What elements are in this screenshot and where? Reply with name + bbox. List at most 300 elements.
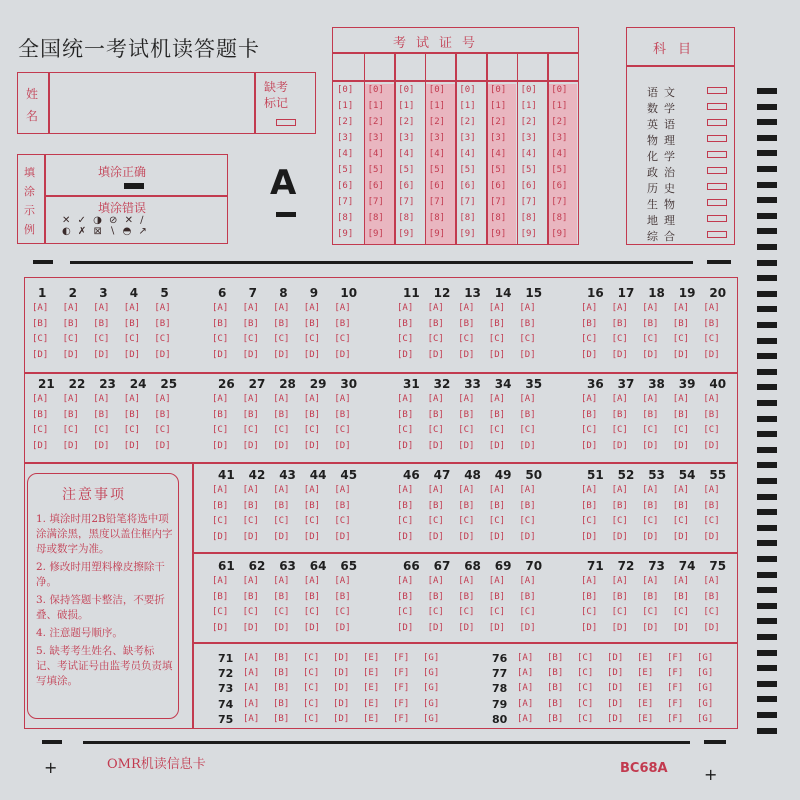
exam-digit-bubble[interactable]: [0] (367, 85, 384, 95)
answer-bubble[interactable]: [D] (611, 349, 628, 360)
answer-bubble[interactable]: [B] (303, 591, 321, 602)
answer-bubble[interactable]: [B] (427, 318, 444, 329)
exam-digit-bubble[interactable]: [9] (337, 229, 354, 239)
answer-bubble[interactable]: [D] (273, 440, 290, 451)
answer-bubble[interactable]: [G] (697, 683, 714, 694)
exam-digit-bubble[interactable]: [3] (398, 133, 415, 143)
exam-digit-bubble[interactable]: [0] (551, 85, 568, 95)
answer-bubble[interactable]: [A] (303, 485, 321, 495)
answer-bubble[interactable]: [C] (397, 425, 414, 435)
answer-bubble[interactable]: [D] (32, 349, 49, 360)
answer-bubble[interactable]: [D] (334, 531, 351, 542)
answer-bubble[interactable]: [C] (242, 607, 259, 617)
answer-bubble[interactable]: [A] (242, 303, 259, 313)
exam-digit-bubble[interactable]: [7] (337, 197, 354, 207)
answer-bubble[interactable]: [B] (212, 591, 229, 602)
answer-bubble[interactable]: [A] (517, 698, 534, 709)
answer-bubble[interactable]: [C] (303, 668, 320, 679)
answer-bubble[interactable]: [B] (458, 409, 475, 420)
answer-bubble[interactable]: [C] (334, 607, 351, 617)
answer-bubble[interactable]: [B] (397, 318, 414, 329)
answer-bubble[interactable]: [C] (458, 607, 475, 617)
answer-bubble[interactable]: [B] (581, 409, 598, 420)
subject-bubble[interactable] (707, 167, 727, 174)
answer-bubble[interactable]: [D] (334, 622, 351, 633)
answer-bubble[interactable]: [A] (242, 576, 259, 586)
answer-bubble[interactable]: [A] (672, 303, 690, 313)
answer-bubble[interactable]: [C] (427, 607, 444, 617)
answer-bubble[interactable]: [C] (273, 516, 290, 526)
exam-digit-bubble[interactable]: [2] (337, 117, 354, 127)
answer-bubble[interactable]: [A] (427, 576, 444, 586)
answer-bubble[interactable]: [B] (642, 318, 659, 329)
answer-bubble[interactable]: [A] (672, 394, 690, 404)
answer-bubble[interactable]: [B] (547, 683, 564, 694)
answer-bubble[interactable]: [B] (334, 318, 351, 329)
answer-bubble[interactable]: [A] (397, 576, 414, 586)
answer-bubble[interactable]: [D] (607, 683, 624, 694)
exam-digit-bubble[interactable]: [3] (551, 133, 568, 143)
answer-bubble[interactable]: [D] (242, 349, 259, 360)
answer-bubble[interactable]: [B] (547, 698, 564, 709)
answer-bubble[interactable]: [C] (581, 607, 598, 617)
exam-digit-bubble[interactable]: [2] (428, 117, 446, 127)
answer-bubble[interactable]: [A] (672, 576, 690, 586)
answer-bubble[interactable]: [D] (611, 622, 628, 633)
answer-bubble[interactable]: [A] (397, 394, 414, 404)
exam-digit-bubble[interactable]: [4] (520, 149, 537, 159)
answer-bubble[interactable]: [D] (458, 349, 475, 360)
answer-bubble[interactable]: [B] (672, 409, 690, 420)
exam-digit-bubble[interactable]: [2] (367, 117, 384, 127)
answer-bubble[interactable]: [G] (423, 668, 440, 679)
answer-bubble[interactable]: [D] (672, 622, 690, 633)
exam-digit-bubble[interactable]: [3] (520, 133, 537, 143)
answer-bubble[interactable]: [B] (458, 591, 475, 602)
answer-bubble[interactable]: [A] (517, 683, 534, 694)
answer-bubble[interactable]: [C] (212, 334, 229, 344)
answer-bubble[interactable]: [A] (703, 303, 720, 313)
answer-bubble[interactable]: [D] (303, 622, 321, 633)
exam-digit-bubble[interactable]: [3] (337, 133, 354, 143)
answer-bubble[interactable]: [C] (611, 516, 628, 526)
answer-bubble[interactable]: [C] (642, 425, 659, 435)
answer-bubble[interactable]: [B] (397, 500, 414, 511)
answer-bubble[interactable]: [F] (667, 683, 684, 694)
answer-bubble[interactable]: [C] (123, 425, 141, 435)
answer-bubble[interactable]: [B] (273, 318, 290, 329)
answer-bubble[interactable]: [A] (273, 485, 290, 495)
answer-bubble[interactable]: [B] (458, 318, 475, 329)
exam-digit-bubble[interactable]: [1] (459, 101, 476, 111)
answer-bubble[interactable]: [B] (547, 653, 564, 663)
answer-bubble[interactable]: [A] (334, 303, 351, 313)
answer-bubble[interactable]: [D] (519, 440, 536, 451)
exam-digit-bubble[interactable]: [0] (337, 85, 354, 95)
answer-bubble[interactable]: [D] (397, 349, 414, 360)
answer-bubble[interactable]: [D] (123, 440, 141, 451)
exam-digit-bubble[interactable]: [9] (490, 229, 507, 239)
answer-bubble[interactable]: [D] (581, 349, 598, 360)
answer-bubble[interactable]: [C] (703, 607, 720, 617)
answer-bubble[interactable]: [B] (458, 500, 475, 511)
answer-bubble[interactable]: [C] (93, 425, 110, 435)
answer-bubble[interactable]: [A] (488, 394, 506, 404)
answer-bubble[interactable]: [F] (667, 668, 684, 679)
exam-digit-bubble[interactable]: [0] (428, 85, 446, 95)
answer-bubble[interactable]: [A] (517, 668, 534, 679)
answer-bubble[interactable]: [B] (93, 409, 110, 420)
answer-bubble[interactable]: [A] (273, 394, 290, 404)
exam-digit-bubble[interactable]: [1] (428, 101, 446, 111)
exam-digit-bubble[interactable]: [0] (459, 85, 476, 95)
answer-bubble[interactable]: [C] (611, 334, 628, 344)
exam-digit-bubble[interactable]: [6] (459, 181, 476, 191)
exam-digit-bubble[interactable]: [7] (367, 197, 384, 207)
answer-bubble[interactable]: [B] (123, 318, 141, 329)
answer-bubble[interactable]: [B] (212, 500, 229, 511)
answer-bubble[interactable]: [C] (611, 607, 628, 617)
answer-bubble[interactable]: [E] (637, 653, 654, 663)
answer-bubble[interactable]: [B] (62, 409, 79, 420)
exam-digit-bubble[interactable]: [7] (398, 197, 415, 207)
answer-bubble[interactable]: [C] (273, 425, 290, 435)
answer-bubble[interactable]: [D] (703, 622, 720, 633)
answer-bubble[interactable]: [C] (577, 713, 594, 724)
answer-bubble[interactable]: [A] (611, 576, 628, 586)
name-field[interactable] (50, 73, 254, 133)
exam-digit-bubble[interactable]: [8] (520, 213, 537, 223)
exam-digit-bubble[interactable]: [8] (367, 213, 384, 223)
answer-bubble[interactable]: [D] (581, 440, 598, 451)
exam-digit-bubble[interactable]: [3] (459, 133, 476, 143)
exam-digit-bubble[interactable]: [8] (398, 213, 415, 223)
exam-digit-bubble[interactable]: [6] (398, 181, 415, 191)
answer-bubble[interactable]: [C] (488, 607, 506, 617)
answer-bubble[interactable]: [D] (93, 349, 110, 360)
exam-digit-bubble[interactable]: [9] (520, 229, 537, 239)
exam-digit-bubble[interactable]: [8] (428, 213, 446, 223)
answer-bubble[interactable]: [F] (393, 698, 410, 709)
exam-digit-bubble[interactable]: [2] (551, 117, 568, 127)
answer-bubble[interactable]: [A] (93, 303, 110, 313)
answer-bubble[interactable]: [B] (303, 318, 321, 329)
exam-digit-bubble[interactable]: [3] (490, 133, 507, 143)
answer-bubble[interactable]: [C] (303, 607, 321, 617)
answer-bubble[interactable]: [B] (581, 500, 598, 511)
answer-bubble[interactable]: [E] (363, 713, 380, 724)
answer-bubble[interactable]: [C] (458, 334, 475, 344)
answer-bubble[interactable]: [A] (611, 394, 628, 404)
answer-bubble[interactable]: [G] (423, 653, 440, 663)
answer-bubble[interactable]: [C] (703, 516, 720, 526)
answer-bubble[interactable]: [D] (93, 440, 110, 451)
answer-bubble[interactable]: [A] (488, 303, 506, 313)
answer-bubble[interactable]: [C] (303, 653, 320, 663)
answer-bubble[interactable]: [B] (581, 591, 598, 602)
answer-bubble[interactable]: [B] (154, 409, 171, 420)
answer-bubble[interactable]: [D] (703, 531, 720, 542)
subject-bubble[interactable] (707, 87, 727, 94)
answer-bubble[interactable]: [C] (519, 425, 536, 435)
answer-bubble[interactable]: [C] (642, 607, 659, 617)
answer-bubble[interactable]: [A] (427, 303, 444, 313)
answer-bubble[interactable]: [B] (427, 409, 444, 420)
exam-digit-bubble[interactable]: [8] (551, 213, 568, 223)
answer-bubble[interactable]: [B] (581, 318, 598, 329)
answer-bubble[interactable]: [B] (488, 409, 506, 420)
answer-bubble[interactable]: [A] (303, 576, 321, 586)
answer-bubble[interactable]: [B] (703, 591, 720, 602)
subject-bubble[interactable] (707, 103, 727, 110)
answer-bubble[interactable]: [B] (273, 713, 290, 724)
exam-digit-bubble[interactable]: [4] (551, 149, 568, 159)
answer-bubble[interactable]: [D] (212, 440, 229, 451)
answer-bubble[interactable]: [D] (273, 349, 290, 360)
answer-bubble[interactable]: [D] (242, 440, 259, 451)
answer-bubble[interactable]: [B] (334, 591, 351, 602)
exam-digit-bubble[interactable]: [0] (520, 85, 537, 95)
answer-bubble[interactable]: [B] (488, 591, 506, 602)
answer-bubble[interactable]: [C] (672, 607, 690, 617)
answer-bubble[interactable]: [D] (123, 349, 141, 360)
answer-bubble[interactable]: [A] (703, 394, 720, 404)
answer-bubble[interactable]: [B] (32, 318, 49, 329)
answer-bubble[interactable]: [C] (458, 425, 475, 435)
answer-bubble[interactable]: [A] (519, 485, 536, 495)
answer-bubble[interactable]: [A] (642, 485, 659, 495)
answer-bubble[interactable]: [C] (577, 668, 594, 679)
answer-bubble[interactable]: [E] (637, 713, 654, 724)
answer-bubble[interactable]: [D] (427, 531, 444, 542)
subject-bubble[interactable] (707, 215, 727, 222)
answer-bubble[interactable]: [C] (273, 334, 290, 344)
answer-bubble[interactable]: [D] (672, 531, 690, 542)
answer-bubble[interactable]: [B] (303, 409, 321, 420)
exam-digit-bubble[interactable]: [3] (428, 133, 446, 143)
answer-bubble[interactable]: [B] (519, 591, 536, 602)
answer-bubble[interactable]: [A] (427, 394, 444, 404)
answer-bubble[interactable]: [G] (423, 683, 440, 694)
answer-bubble[interactable]: [A] (273, 576, 290, 586)
exam-digit-bubble[interactable]: [8] (490, 213, 507, 223)
exam-digit-bubble[interactable]: [5] (337, 165, 354, 175)
answer-bubble[interactable]: [B] (611, 318, 628, 329)
subject-bubble[interactable] (707, 135, 727, 142)
answer-bubble[interactable]: [D] (519, 531, 536, 542)
answer-bubble[interactable]: [C] (303, 713, 320, 724)
answer-bubble[interactable]: [C] (611, 425, 628, 435)
answer-bubble[interactable]: [C] (458, 516, 475, 526)
answer-bubble[interactable]: [B] (123, 409, 141, 420)
answer-bubble[interactable]: [G] (697, 698, 714, 709)
answer-bubble[interactable]: [B] (703, 409, 720, 420)
answer-bubble[interactable]: [A] (458, 394, 475, 404)
answer-bubble[interactable]: [D] (397, 531, 414, 542)
answer-bubble[interactable]: [A] (243, 653, 260, 663)
exam-digit-bubble[interactable]: [4] (367, 149, 384, 159)
answer-bubble[interactable]: [C] (303, 683, 320, 694)
answer-bubble[interactable]: [G] (697, 668, 714, 679)
answer-bubble[interactable]: [A] (642, 576, 659, 586)
subject-bubble[interactable] (707, 199, 727, 206)
subject-bubble[interactable] (707, 151, 727, 158)
answer-bubble[interactable]: [B] (642, 409, 659, 420)
answer-bubble[interactable]: [B] (93, 318, 110, 329)
answer-bubble[interactable]: [D] (642, 531, 659, 542)
exam-digit-bubble[interactable]: [4] (428, 149, 446, 159)
answer-bubble[interactable]: [C] (642, 516, 659, 526)
answer-bubble[interactable]: [D] (303, 440, 321, 451)
answer-bubble[interactable]: [C] (212, 425, 229, 435)
answer-bubble[interactable]: [D] (607, 713, 624, 724)
answer-bubble[interactable]: [B] (397, 591, 414, 602)
answer-bubble[interactable]: [C] (154, 425, 171, 435)
answer-bubble[interactable]: [A] (243, 713, 260, 724)
answer-bubble[interactable]: [A] (243, 668, 260, 679)
answer-bubble[interactable]: [D] (333, 683, 350, 694)
exam-digit-bubble[interactable]: [5] (428, 165, 446, 175)
answer-bubble[interactable]: [F] (393, 683, 410, 694)
exam-digit-bubble[interactable]: [5] (490, 165, 507, 175)
answer-bubble[interactable]: [B] (273, 668, 290, 679)
answer-bubble[interactable]: [E] (363, 653, 380, 663)
answer-bubble[interactable]: [C] (427, 334, 444, 344)
answer-bubble[interactable]: [B] (242, 591, 259, 602)
exam-digit-bubble[interactable]: [2] (398, 117, 415, 127)
answer-bubble[interactable]: [A] (154, 303, 171, 313)
exam-digit-bubble[interactable]: [0] (490, 85, 507, 95)
answer-bubble[interactable]: [A] (212, 394, 229, 404)
answer-bubble[interactable]: [B] (488, 500, 506, 511)
exam-digit-bubble[interactable]: [6] (337, 181, 354, 191)
exam-digit-bubble[interactable]: [9] (367, 229, 384, 239)
exam-digit-bubble[interactable]: [9] (551, 229, 568, 239)
answer-bubble[interactable]: [D] (581, 531, 598, 542)
answer-bubble[interactable]: [C] (577, 653, 594, 663)
answer-bubble[interactable]: [D] (672, 349, 690, 360)
answer-bubble[interactable]: [A] (517, 713, 534, 724)
exam-digit-bubble[interactable]: [8] (459, 213, 476, 223)
answer-bubble[interactable]: [C] (334, 516, 351, 526)
exam-digit-bubble[interactable]: [6] (520, 181, 537, 191)
exam-digit-bubble[interactable]: [9] (398, 229, 415, 239)
answer-bubble[interactable]: [E] (637, 698, 654, 709)
answer-bubble[interactable]: [D] (242, 622, 259, 633)
answer-bubble[interactable]: [B] (303, 500, 321, 511)
answer-bubble[interactable]: [B] (488, 318, 506, 329)
answer-bubble[interactable]: [D] (154, 349, 171, 360)
answer-bubble[interactable]: [A] (93, 394, 110, 404)
exam-digit-bubble[interactable]: [6] (367, 181, 384, 191)
answer-bubble[interactable]: [A] (243, 683, 260, 694)
answer-bubble[interactable]: [D] (607, 653, 624, 663)
answer-bubble[interactable]: [C] (397, 607, 414, 617)
answer-bubble[interactable]: [C] (519, 516, 536, 526)
answer-bubble[interactable]: [D] (303, 531, 321, 542)
answer-bubble[interactable]: [C] (642, 334, 659, 344)
answer-bubble[interactable]: [A] (488, 485, 506, 495)
answer-bubble[interactable]: [C] (672, 334, 690, 344)
answer-bubble[interactable]: [F] (667, 698, 684, 709)
answer-bubble[interactable]: [C] (577, 698, 594, 709)
answer-bubble[interactable]: [B] (273, 653, 290, 663)
answer-bubble[interactable]: [A] (212, 303, 229, 313)
exam-digit-bubble[interactable]: [1] (520, 101, 537, 111)
answer-bubble[interactable]: [C] (303, 425, 321, 435)
answer-bubble[interactable]: [A] (642, 394, 659, 404)
answer-bubble[interactable]: [E] (363, 683, 380, 694)
answer-bubble[interactable]: [D] (62, 349, 79, 360)
answer-bubble[interactable]: [C] (123, 334, 141, 344)
answer-bubble[interactable]: [B] (703, 318, 720, 329)
answer-bubble[interactable]: [G] (697, 713, 714, 724)
subject-bubble[interactable] (707, 231, 727, 238)
answer-bubble[interactable]: [D] (212, 531, 229, 542)
answer-bubble[interactable]: [A] (488, 576, 506, 586)
answer-bubble[interactable]: [D] (607, 698, 624, 709)
answer-bubble[interactable]: [B] (334, 409, 351, 420)
answer-bubble[interactable]: [B] (642, 591, 659, 602)
answer-bubble[interactable]: [B] (212, 409, 229, 420)
answer-bubble[interactable]: [B] (519, 409, 536, 420)
answer-bubble[interactable]: [A] (519, 576, 536, 586)
answer-bubble[interactable]: [D] (488, 440, 506, 451)
answer-bubble[interactable]: [C] (577, 683, 594, 694)
answer-bubble[interactable]: [A] (611, 303, 628, 313)
exam-digit-bubble[interactable]: [7] (428, 197, 446, 207)
answer-bubble[interactable]: [F] (667, 713, 684, 724)
answer-bubble[interactable]: [A] (642, 303, 659, 313)
exam-digit-bubble[interactable]: [1] (490, 101, 507, 111)
answer-bubble[interactable]: [C] (672, 425, 690, 435)
answer-bubble[interactable]: [C] (303, 334, 321, 344)
exam-digit-bubble[interactable]: [4] (398, 149, 415, 159)
answer-bubble[interactable]: [D] (458, 531, 475, 542)
answer-bubble[interactable]: [A] (427, 485, 444, 495)
exam-digit-bubble[interactable]: [0] (398, 85, 415, 95)
answer-bubble[interactable]: [D] (488, 531, 506, 542)
answer-bubble[interactable]: [A] (611, 485, 628, 495)
answer-bubble[interactable]: [D] (333, 653, 350, 663)
answer-bubble[interactable]: [D] (212, 349, 229, 360)
answer-bubble[interactable]: [F] (393, 653, 410, 663)
answer-bubble[interactable]: [D] (642, 622, 659, 633)
exam-digit-bubble[interactable]: [6] (551, 181, 568, 191)
answer-bubble[interactable]: [A] (273, 303, 290, 313)
answer-bubble[interactable]: [A] (212, 485, 229, 495)
answer-bubble[interactable]: [D] (611, 440, 628, 451)
answer-bubble[interactable]: [B] (547, 713, 564, 724)
answer-bubble[interactable]: [A] (581, 576, 598, 586)
answer-bubble[interactable]: [D] (427, 622, 444, 633)
exam-digit-bubble[interactable]: [5] (551, 165, 568, 175)
subject-bubble[interactable] (707, 119, 727, 126)
answer-bubble[interactable]: [C] (303, 698, 320, 709)
absent-mark-box[interactable] (276, 119, 296, 126)
answer-bubble[interactable]: [D] (703, 440, 720, 451)
answer-bubble[interactable]: [D] (581, 622, 598, 633)
answer-bubble[interactable]: [B] (242, 409, 259, 420)
answer-bubble[interactable]: [A] (303, 303, 321, 313)
exam-digit-bubble[interactable]: [2] (490, 117, 507, 127)
answer-bubble[interactable]: [B] (273, 500, 290, 511)
answer-bubble[interactable]: [D] (242, 531, 259, 542)
answer-bubble[interactable]: [D] (273, 531, 290, 542)
exam-digit-bubble[interactable]: [5] (459, 165, 476, 175)
answer-bubble[interactable]: [F] (393, 668, 410, 679)
answer-bubble[interactable]: [C] (581, 516, 598, 526)
